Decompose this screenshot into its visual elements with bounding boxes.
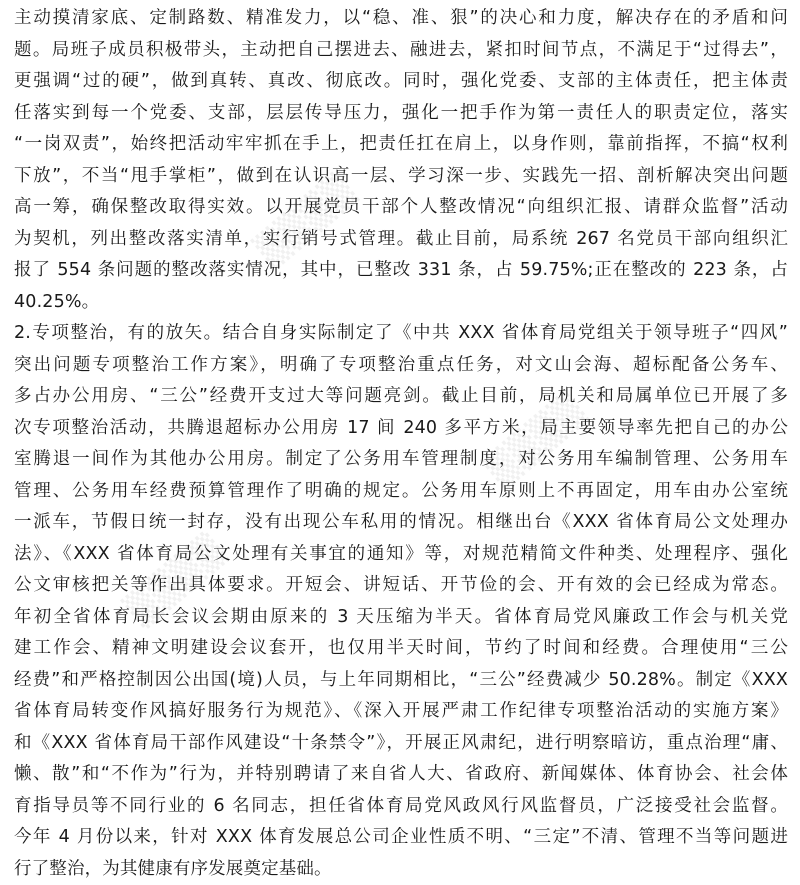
text-line: 懒、散”和“不作为”行为，并特别聘请了来自省人大、省政府、新闻媒体、体育协会、社会体 [14,759,788,791]
text-line: 多占办公用房、“三公”经费开支过大等问题亮剑。截止目前，局机关和局属单位已开展了多 [14,381,788,413]
text-line: 任落实到每一个党委、支部，层层传导压力，强化一把手作为第一责任人的职责定位，落实 [14,98,788,130]
text-line: 年初全省体育局长会议会期由原来的 3 天压缩为半天。省体育局党风廉政工作会与机关党 [14,602,788,634]
document-body [14,3,788,885]
watermark: ▒▒▒▒ [250,168,362,271]
text-line: “一岗双责”，始终把活动牢牢抓在手上，把责任扛在肩上，以身作则，靠前指挥，不搞“权利 [14,129,788,161]
text-line: 40.25%。 [14,287,788,319]
text-line: 和《XXX 省体育局干部作风建设“十条禁令”》，开展正风肃纪，进行明察暗访，重点治理“庸、 [14,728,788,760]
text-line: 法》、《XXX 省体育局公文处理有关事宜的通知》等，对规范精简文件种类、处理程序、强化 [14,539,788,571]
text-line: 报了 554 条问题的整改落实情况，其中，已整改 331 条，占 59.75%;正在整改的 223 条，占 [14,255,788,287]
text-line: 主动摸清家底、定制路数、精准发力，以“稳、准、狠”的决心和力度，解决存在的矛盾和问 [14,3,788,35]
watermark: ▒▒▒▒ [120,528,232,631]
text-line: 管理、公务用车经费预算管理作了明确的规定。公务用车原则上不再固定，用车由办公室统 [14,476,788,508]
text-line: 更强调“过的硬”，做到真转、真改、彻底改。同时，强化党委、支部的主体责任，把主体责 [14,66,788,98]
text-line: 次专项整治活动，共腾退超标办公用房 17 间 240 多平方米，局主要领导率先把自己的办公 [14,413,788,445]
text-line: 为契机，列出整改落实清单，实行销号式管理。截止目前，局系统 267 名党员干部向组织汇 [14,224,788,256]
text-line: 下放”，不当“甩手掌柜”，做到在认识高一层、学习深一步、实践先一招、剖析解决突出问题 [14,161,788,193]
text-line: 育指导员等不同行业的 6 名同志，担任省体育局党风政风行风监督员，广泛接受社会监督。 [14,791,788,823]
text-line: 室腾退一间作为其他办公用房。制定了公务用车管理制度，对公务用车编制管理、公务用车 [14,444,788,476]
text-line: 建工作会、精神文明建设会议套开，也仅用半天时间，节约了时间和经费。合理使用“三公 [14,633,788,665]
text-line: 一派车，节假日统一封存，没有出现公车私用的情况。相继出台《XXX 省体育局公文处理办 [14,507,788,539]
text-line: 高一筹，确保整改取得实效。以开展党员干部个人整改情况“向组织汇报、请群众监督”活动 [14,192,788,224]
text-line: 题。局班子成员积极带头，主动把自己摆进去、融进去，紧扣时间节点，不满足于“过得去”， [14,35,788,67]
text-line: 省体育局转变作风搞好服务行为规范》、《深入开展严肃工作纪律专项整治活动的实施方案》 [14,696,788,728]
text-line: 行了整治，为其健康有序发展奠定基础。 [14,854,788,885]
text-line: 公文审核把关等作出具体要求。开短会、讲短话、开节俭的会、开有效的会已经成为常态。 [14,570,788,602]
text-line: 突出问题专项整治工作方案》，明确了专项整治重点任务，对文山会海、超标配备公务车、 [14,350,788,382]
text-line: 经费”和严格控制因公出国(境)人员，与上年同期相比，“三公”经费减少 50.28%。制定《XXX [14,665,788,697]
watermark: ▒▒▒▒ [480,388,592,491]
text-line: 2.专项整治，有的放矢。结合自身实际制定了《中共 XXX 省体育局党组关于领导班子“四风” [14,318,788,350]
text-line: 今年 4 月份以来，针对 XXX 体育发展总公司企业性质不明、“三定”不清、管理不当等问题进 [14,822,788,854]
